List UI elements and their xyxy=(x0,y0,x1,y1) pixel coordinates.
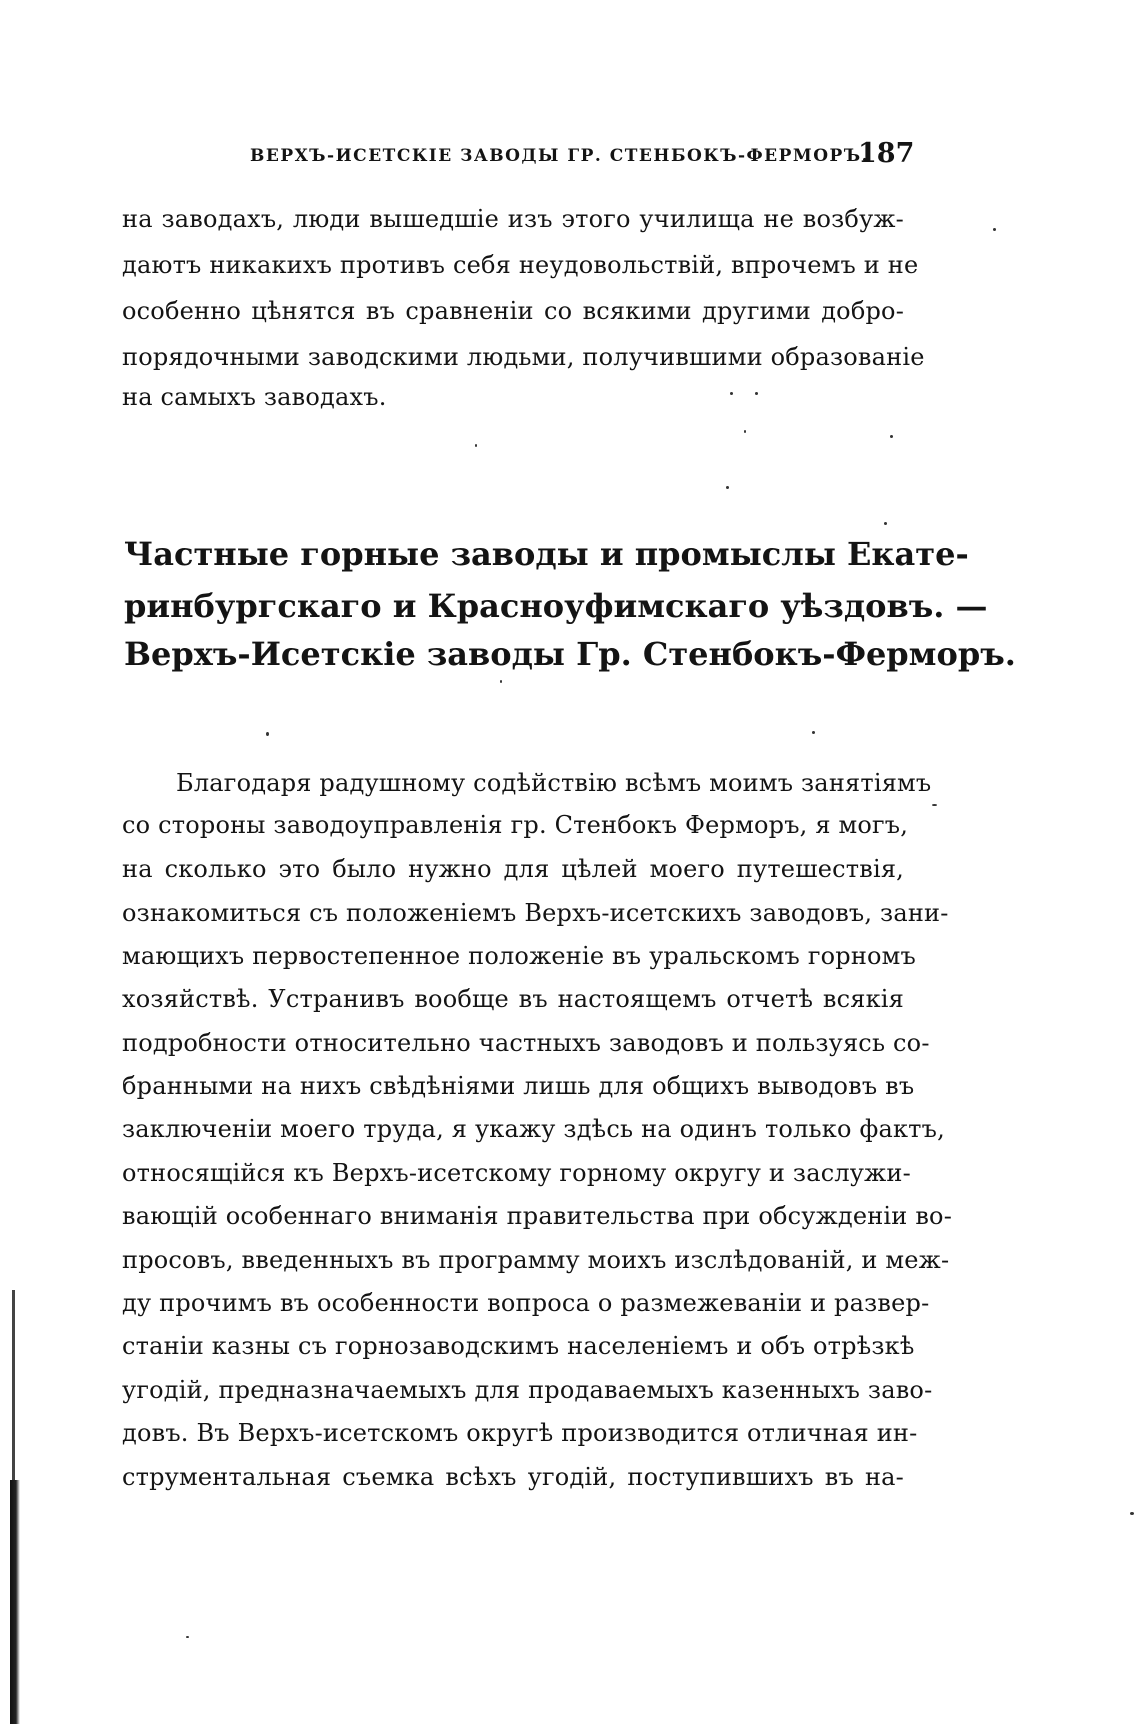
text-line: особенно цѣнятся въ сравненіи со всякими другими добро- xyxy=(122,297,904,325)
text-line: вающій особеннаго вниманія правительства при обсужденіи во- xyxy=(122,1202,953,1230)
scan-speck xyxy=(730,392,733,395)
scan-speck xyxy=(932,804,937,806)
heading-line: Верхъ-Исетскіе заводы Гр. Стенбокъ-Ферморъ. xyxy=(124,635,1016,673)
scan-speck xyxy=(812,731,815,734)
scan-speck xyxy=(890,435,893,438)
scan-speck xyxy=(993,228,996,231)
scan-speck xyxy=(266,732,269,736)
text-line: относящійся къ Верхъ-исетскому горному округу и заслужи- xyxy=(122,1159,911,1187)
text-line: ду прочимъ въ особенности вопроса о размежеваніи и развер- xyxy=(122,1289,930,1317)
text-line: ознакомиться съ положеніемъ Верхъ-исетскихъ заводовъ, зани- xyxy=(122,899,949,927)
text-line: довъ. Въ Верхъ-исетскомъ округѣ производится отличная ин- xyxy=(122,1419,918,1447)
text-line: на сколько это было нужно для цѣлей моего путешествія, xyxy=(122,855,904,883)
heading-line: Частные горные заводы и промыслы Екате- xyxy=(124,535,969,573)
scan-speck xyxy=(1130,1512,1134,1515)
text-line: хозяйствѣ. Устранивъ вообще въ настоящемъ отчетѣ всякія xyxy=(122,985,904,1013)
text-line: станіи казны съ горнозаводскимъ населеніемъ и объ отрѣзкѣ xyxy=(122,1332,915,1360)
running-title: ВЕРХЪ-ИСЕТСКІЕ ЗАВОДЫ ГР. СТЕНБОКЪ-ФЕРМОРЪ. xyxy=(250,146,870,166)
text-line: на заводахъ, люди вышедшіе изъ этого училища не возбуж- xyxy=(122,205,904,233)
scan-edge-shadow xyxy=(10,1480,20,1724)
scan-speck xyxy=(884,522,887,525)
text-line: со стороны заводоуправленія гр. Стенбокъ Ферморъ, я могъ, xyxy=(122,811,909,839)
text-line: порядочными заводскими людьми, получившими образованіе xyxy=(122,343,925,371)
scan-speck xyxy=(475,444,477,447)
text-line: мающихъ первостепенное положеніе въ уральскомъ горномъ xyxy=(122,942,916,970)
text-line: даютъ никакихъ противъ себя неудовольствій, впрочемъ и не xyxy=(122,251,919,279)
text-line: струментальная съемка всѣхъ угодій, поступившихъ въ на- xyxy=(122,1463,904,1491)
text-line: бранными на нихъ свѣдѣніями лишь для общихъ выводовъ въ xyxy=(122,1072,915,1100)
page-number: 187 xyxy=(858,138,915,169)
scan-speck xyxy=(755,392,758,395)
scan-edge-line xyxy=(12,1290,15,1480)
scan-speck xyxy=(744,430,746,433)
scan-speck xyxy=(500,680,502,683)
text-line: просовъ, введенныхъ въ программу моихъ изслѣдованій, и меж- xyxy=(122,1246,950,1274)
scan-speck xyxy=(726,486,729,489)
text-line: на самыхъ заводахъ. xyxy=(122,383,387,411)
heading-line: ринбургскаго и Красноуфимскаго уѣздовъ. — xyxy=(124,587,988,625)
text-line: угодій, предназначаемыхъ для продаваемыхъ казенныхъ заво- xyxy=(122,1376,933,1404)
scan-speck xyxy=(186,1636,189,1638)
text-line: заключеніи моего труда, я укажу здѣсь на одинъ только фактъ, xyxy=(122,1115,945,1143)
text-line: подробности относительно частныхъ заводовъ и пользуясь со- xyxy=(122,1029,930,1057)
text-line: Благодаря радушному содѣйствію всѣмъ моимъ занятіямъ xyxy=(176,769,932,797)
